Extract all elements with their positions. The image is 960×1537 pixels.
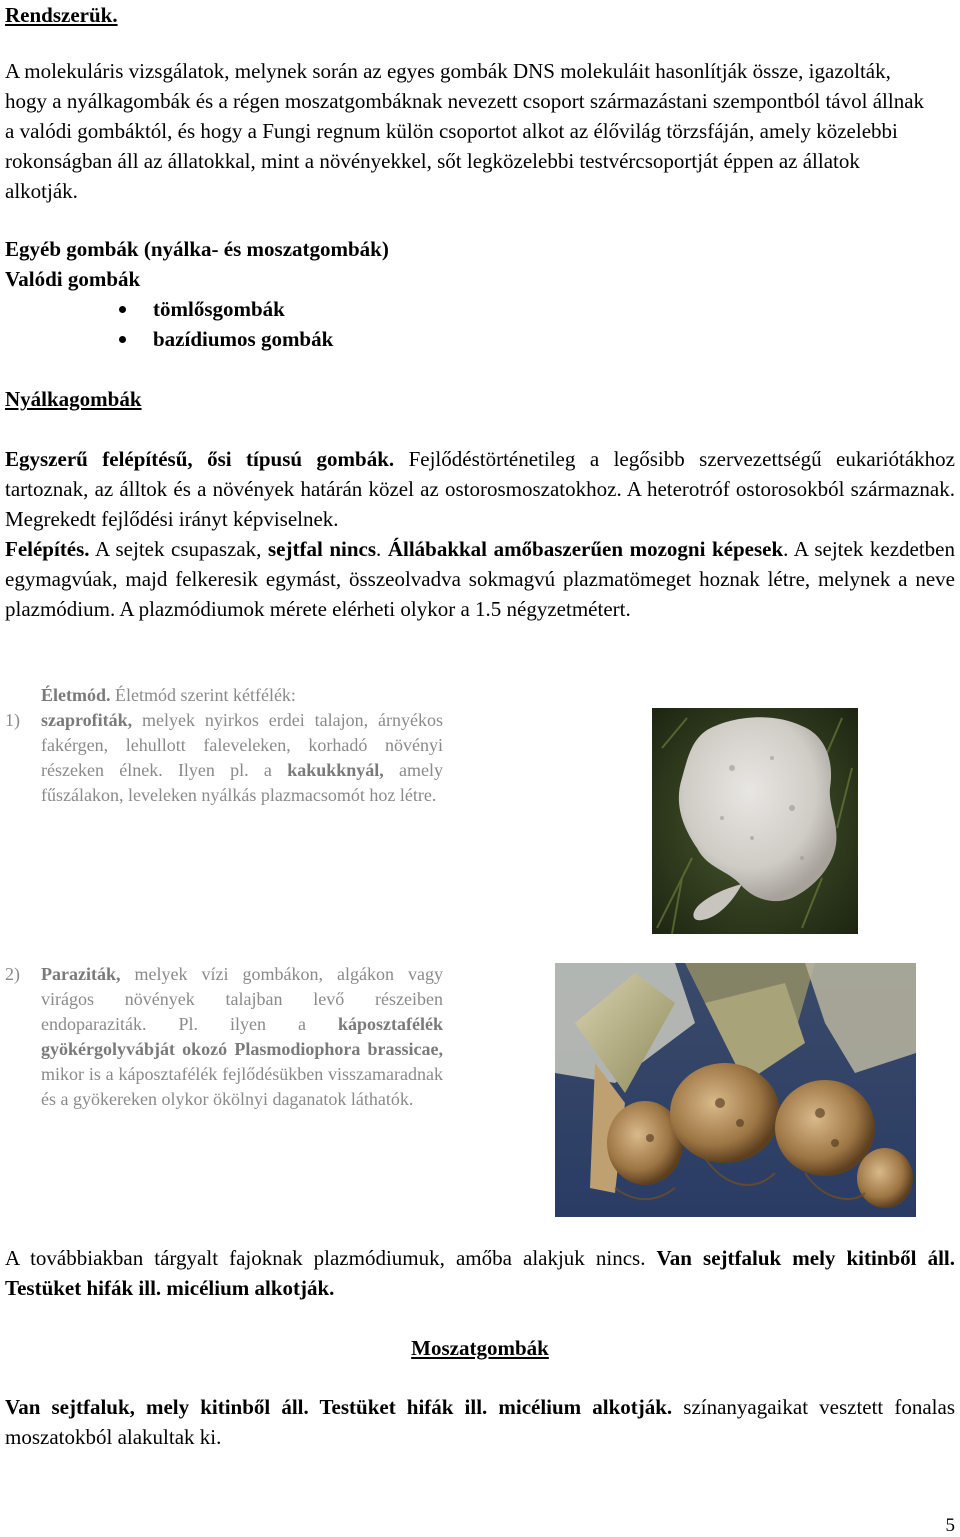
- clubroot-image: [555, 963, 916, 1217]
- item2-number: 2): [5, 964, 20, 984]
- paragraph-text: Fejlődéstörténetileg a legősibb szervezettségű eukariótákhoz tartoznak, az álltok és a növények határán közel az ostorosmoszatokhoz. A heterotróf ostorosokból származnak. Megrekedt fejlődési irányt képviselnek.: [5, 447, 955, 531]
- eletmod-label: Életmód.: [41, 685, 111, 705]
- nyalkagombak-paragraph-1: [5, 444, 955, 534]
- bold-phrase: Van sejtfaluk mely kitinből áll. Testüket hifák ill. micélium alkotják.: [5, 1246, 955, 1300]
- section-heading: Rendszerük.: [5, 3, 118, 27]
- paragraph-text: melyek vízi gombákon, algákon vagy virágos növények talajban levő részeiben endoparaziták. Pl. ilyen a: [41, 964, 443, 1034]
- slime-mold-image: [652, 708, 858, 934]
- paragraph-text: amely fűszálakon, leveleken nyálkás plazmacsomót hoz létre.: [41, 760, 443, 805]
- classification-list: [153, 294, 553, 354]
- item1-number: 1): [5, 710, 20, 730]
- continuation-paragraph: [5, 1243, 955, 1303]
- item1-paragraph: [41, 708, 443, 808]
- paragraph-text: színanyagaikat vesztett fonalas moszatokból alakultak ki.: [5, 1395, 955, 1449]
- nyalkagombak-paragraph-2: [5, 534, 955, 624]
- paragraph-text: mikor is a káposztafélék fejlődésükben visszamaradnak és a gyökereken olykor ökölnyi daganatok láthatók.: [41, 1064, 443, 1109]
- moszatgombak-title: Moszatgombák: [411, 1336, 549, 1360]
- paragraph-text: melyek nyirkos erdei talajon, árnyékos fakérgen, lehullott faleveleken, korhadó növényi részeken élnek. Ilyen pl. a: [41, 710, 443, 780]
- bold-phrase: sejtfal nincs: [267, 537, 377, 561]
- bold-phrase: Paraziták,: [41, 964, 121, 984]
- eletmod-intro-text: Életmód szerint kétfélék:: [110, 685, 296, 705]
- classification-line-1: Egyéb gombák (nyálka- és moszatgombák): [5, 237, 389, 261]
- nyalkagombak-title: Nyálkagombák: [5, 387, 142, 411]
- bold-lead: Egyszerű felépítésű, ősi típusú gombák.: [5, 447, 395, 471]
- page-number: 5: [945, 1515, 955, 1536]
- clubroot-photo: [555, 963, 916, 1217]
- bold-phrase: Van sejtfaluk, mely kitinből áll. Testüket hifák ill. micélium alkotják.: [5, 1395, 673, 1419]
- bold-phrase: kakukknyál,: [287, 760, 384, 780]
- classification-line-2: Valódi gombák: [5, 267, 141, 291]
- eletmod-intro: [41, 683, 443, 708]
- slime-mold-photo: [652, 708, 858, 934]
- bold-phrase: Állábakkal amőbaszerűen mozogni képesek: [387, 537, 784, 561]
- paragraph-text: . A sejtek kezdetben egymagvúak, majd felkeresik egymást, összeolvadva sokmagvú plazmatömeget hoznak létre, melynek a neve plazmódium. A plazmódiumok mérete elérheti olykor a 1.5 négyzetmétert.: [5, 537, 955, 621]
- moszatgombak-paragraph: [5, 1392, 955, 1452]
- bold-phrase: szaprofiták,: [41, 710, 133, 730]
- item2-paragraph: [41, 962, 443, 1112]
- paragraph-text: A sejtek csupaszak,: [89, 537, 268, 561]
- bold-phrase: káposztafélék gyökérgolyvábját okozó Plasmodiophora brassicae,: [41, 1014, 443, 1059]
- felepites-label: Felépítés.: [5, 537, 90, 561]
- list-item: bazídiumos gombák: [153, 324, 553, 354]
- paragraph-text: .: [376, 537, 388, 561]
- intro-paragraph: A molekuláris vizsgálatok, melynek során az egyes gombák DNS molekuláit hasonlítják össze, igazolták, hogy a nyálkagombák és a régen moszatgombáknak nevezett csoport származástani szempontból távol állnak a valódi gombáktól, és hogy a Fungi regnum külön csoportot alkot az élővilág törzsfáján, amely közelebbi rokonságban áll az állatokkal, mint a növényekkel, sőt legközelebbi testvércsoportját éppen az állatok alkotják.: [5, 59, 925, 203]
- paragraph-text: A továbbiakban tárgyalt fajoknak plazmódiumuk, amőba alakjuk nincs.: [5, 1246, 657, 1270]
- list-item: tömlősgombák: [153, 294, 553, 324]
